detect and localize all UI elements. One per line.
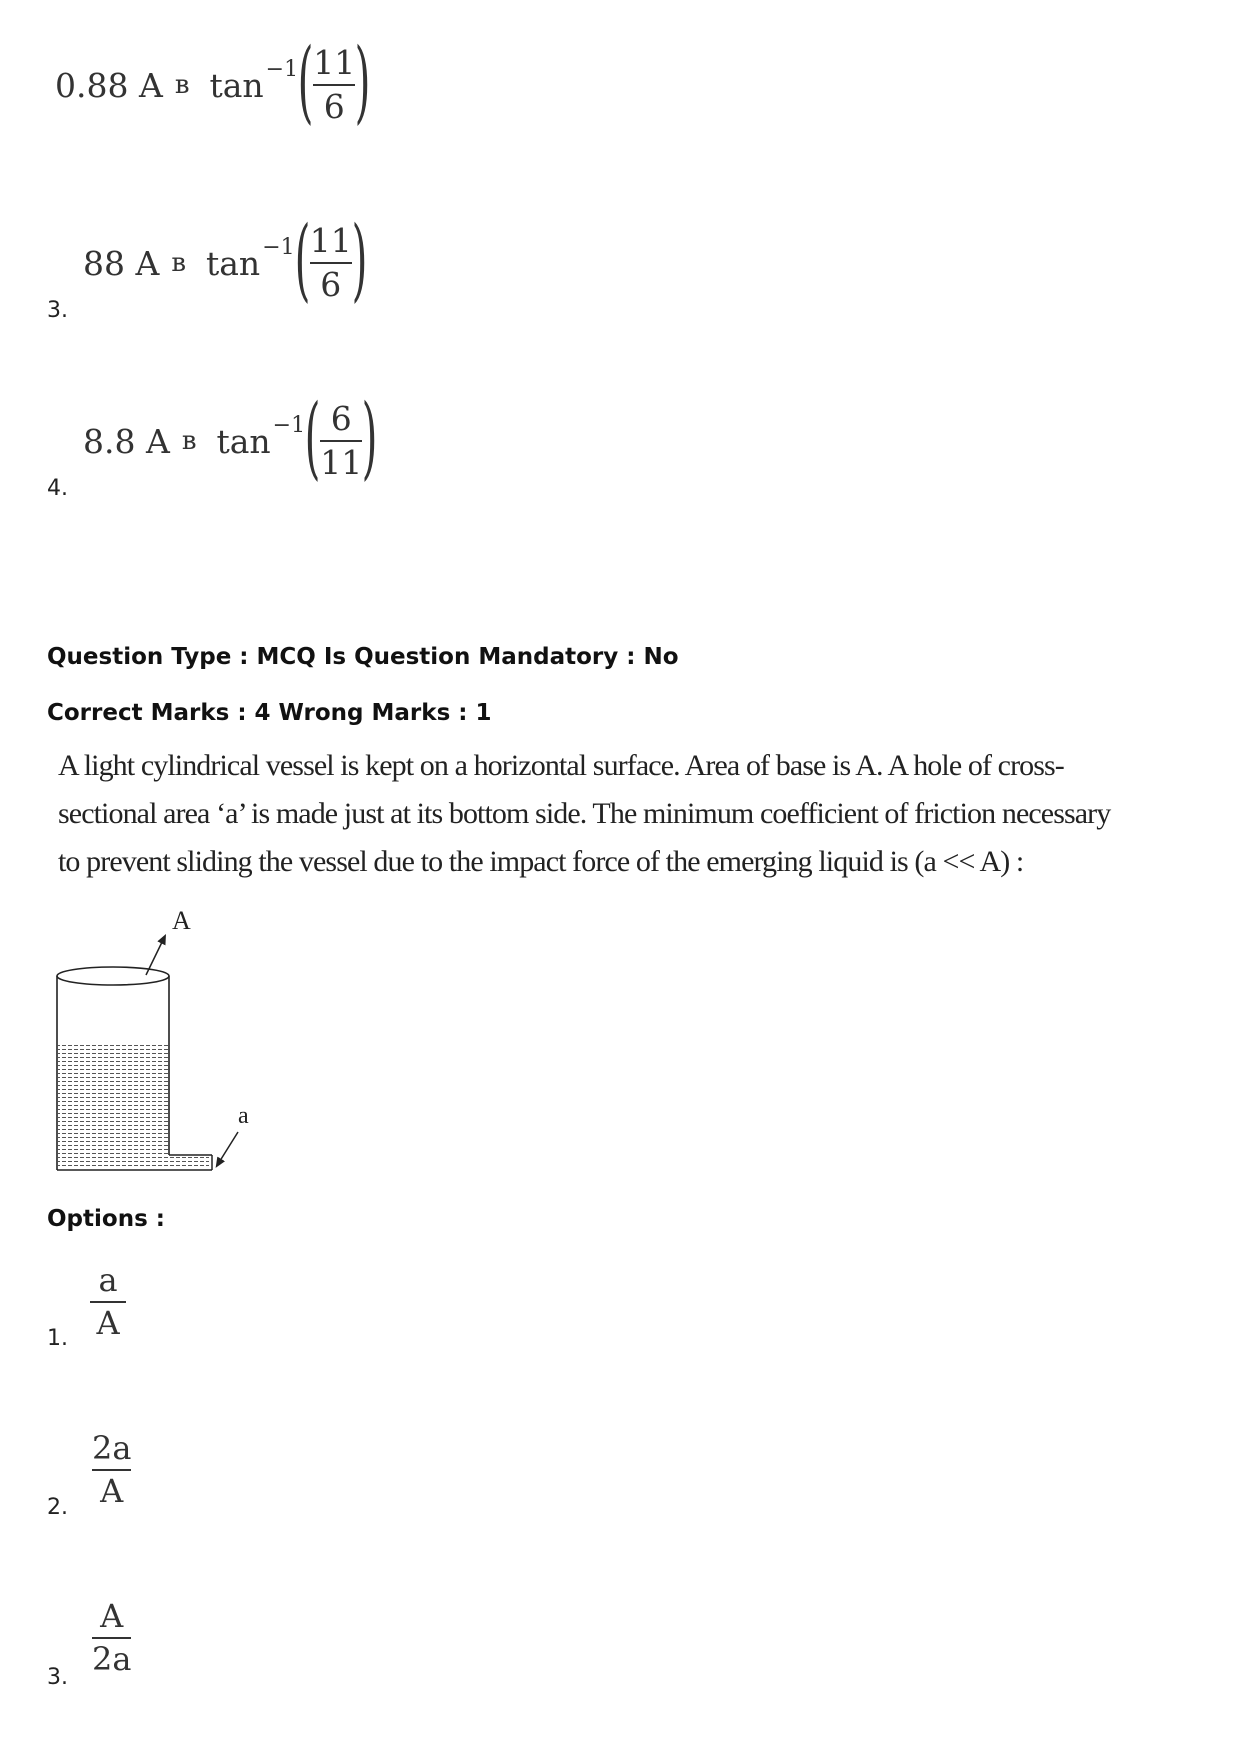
fraction-bar xyxy=(320,440,362,442)
fraction xyxy=(310,222,352,304)
option-1-number: 1. xyxy=(47,1326,68,1351)
denominator: 2a xyxy=(92,1639,132,1678)
left-paren: ( xyxy=(297,29,314,134)
angle-symbol: ʙ xyxy=(171,248,186,278)
option-3-number: 3. xyxy=(47,1665,68,1690)
prev-option-2-expression xyxy=(55,29,371,134)
arrow-to-hole xyxy=(218,1132,238,1164)
question-type-line: Question Type : MCQ Is Question Mandatory : No xyxy=(47,644,679,670)
numerator: 6 xyxy=(330,399,352,439)
fraction-bar xyxy=(90,1301,126,1303)
numerator: a xyxy=(98,1261,118,1299)
numerator: 2a xyxy=(92,1429,132,1467)
left-paren: ( xyxy=(294,207,311,312)
func: tan xyxy=(216,421,271,461)
options-heading: Options : xyxy=(47,1206,165,1232)
func: tan xyxy=(209,65,264,105)
vessel-top-rim xyxy=(57,967,169,985)
denominator: 6 xyxy=(323,87,345,126)
fraction xyxy=(320,400,362,482)
outlet-liquid xyxy=(169,1156,209,1169)
denominator: A xyxy=(100,1471,124,1510)
fraction-bar xyxy=(92,1469,131,1471)
func: tan xyxy=(205,243,261,283)
question-line-1: A light cylindrical vessel is kept on a horizontal surface. Area of base is A. A hole of cross- xyxy=(58,749,1064,782)
question-text xyxy=(58,742,1110,886)
unit: A xyxy=(135,243,160,283)
marks-line: Correct Marks : 4 Wrong Marks : 1 xyxy=(47,700,492,726)
liquid xyxy=(58,1043,168,1169)
fraction-bar xyxy=(92,1637,131,1639)
coef: 8.8 xyxy=(83,421,136,461)
fraction-bar xyxy=(313,84,355,86)
exponent: −1 xyxy=(265,56,299,82)
question-line-2: sectional area ‘a’ is made just at its bottom side. The minimum coefficient of friction necessary xyxy=(58,797,1111,830)
prev-option-3-number: 3. xyxy=(47,298,68,323)
right-paren: ) xyxy=(361,385,378,490)
coef: 88 xyxy=(83,243,125,283)
fraction xyxy=(313,44,355,126)
label-area-A: A xyxy=(172,906,191,935)
label-hole-a: a xyxy=(238,1103,249,1129)
fraction-bar xyxy=(310,262,352,264)
exponent: −1 xyxy=(262,234,295,260)
denominator: A xyxy=(96,1303,120,1342)
vessel-figure xyxy=(50,900,270,1190)
denominator: 6 xyxy=(320,265,342,304)
prev-option-3-expression xyxy=(83,207,368,312)
unit: A xyxy=(138,65,163,105)
right-paren: ) xyxy=(351,207,368,312)
option-2-fraction xyxy=(92,1430,131,1510)
left-paren: ( xyxy=(304,385,321,490)
option-3-fraction xyxy=(92,1598,131,1678)
numerator: A xyxy=(100,1597,124,1635)
prev-option-4-number: 4. xyxy=(47,476,68,501)
right-paren: ) xyxy=(354,29,371,134)
exponent: −1 xyxy=(272,412,306,438)
prev-option-4-expression xyxy=(83,385,378,490)
unit: A xyxy=(145,421,170,461)
option-2-number: 2. xyxy=(47,1495,68,1520)
numerator: 11 xyxy=(309,221,352,261)
coef: 0.88 xyxy=(55,65,129,105)
angle-symbol: ʙ xyxy=(181,426,197,456)
denominator: 11 xyxy=(320,443,363,482)
angle-symbol: ʙ xyxy=(174,70,190,100)
option-1-fraction xyxy=(90,1262,126,1342)
numerator: 11 xyxy=(313,43,356,83)
question-line-3: to prevent sliding the vessel due to the impact force of the emerging liquid is (a << A) : xyxy=(58,845,1024,878)
